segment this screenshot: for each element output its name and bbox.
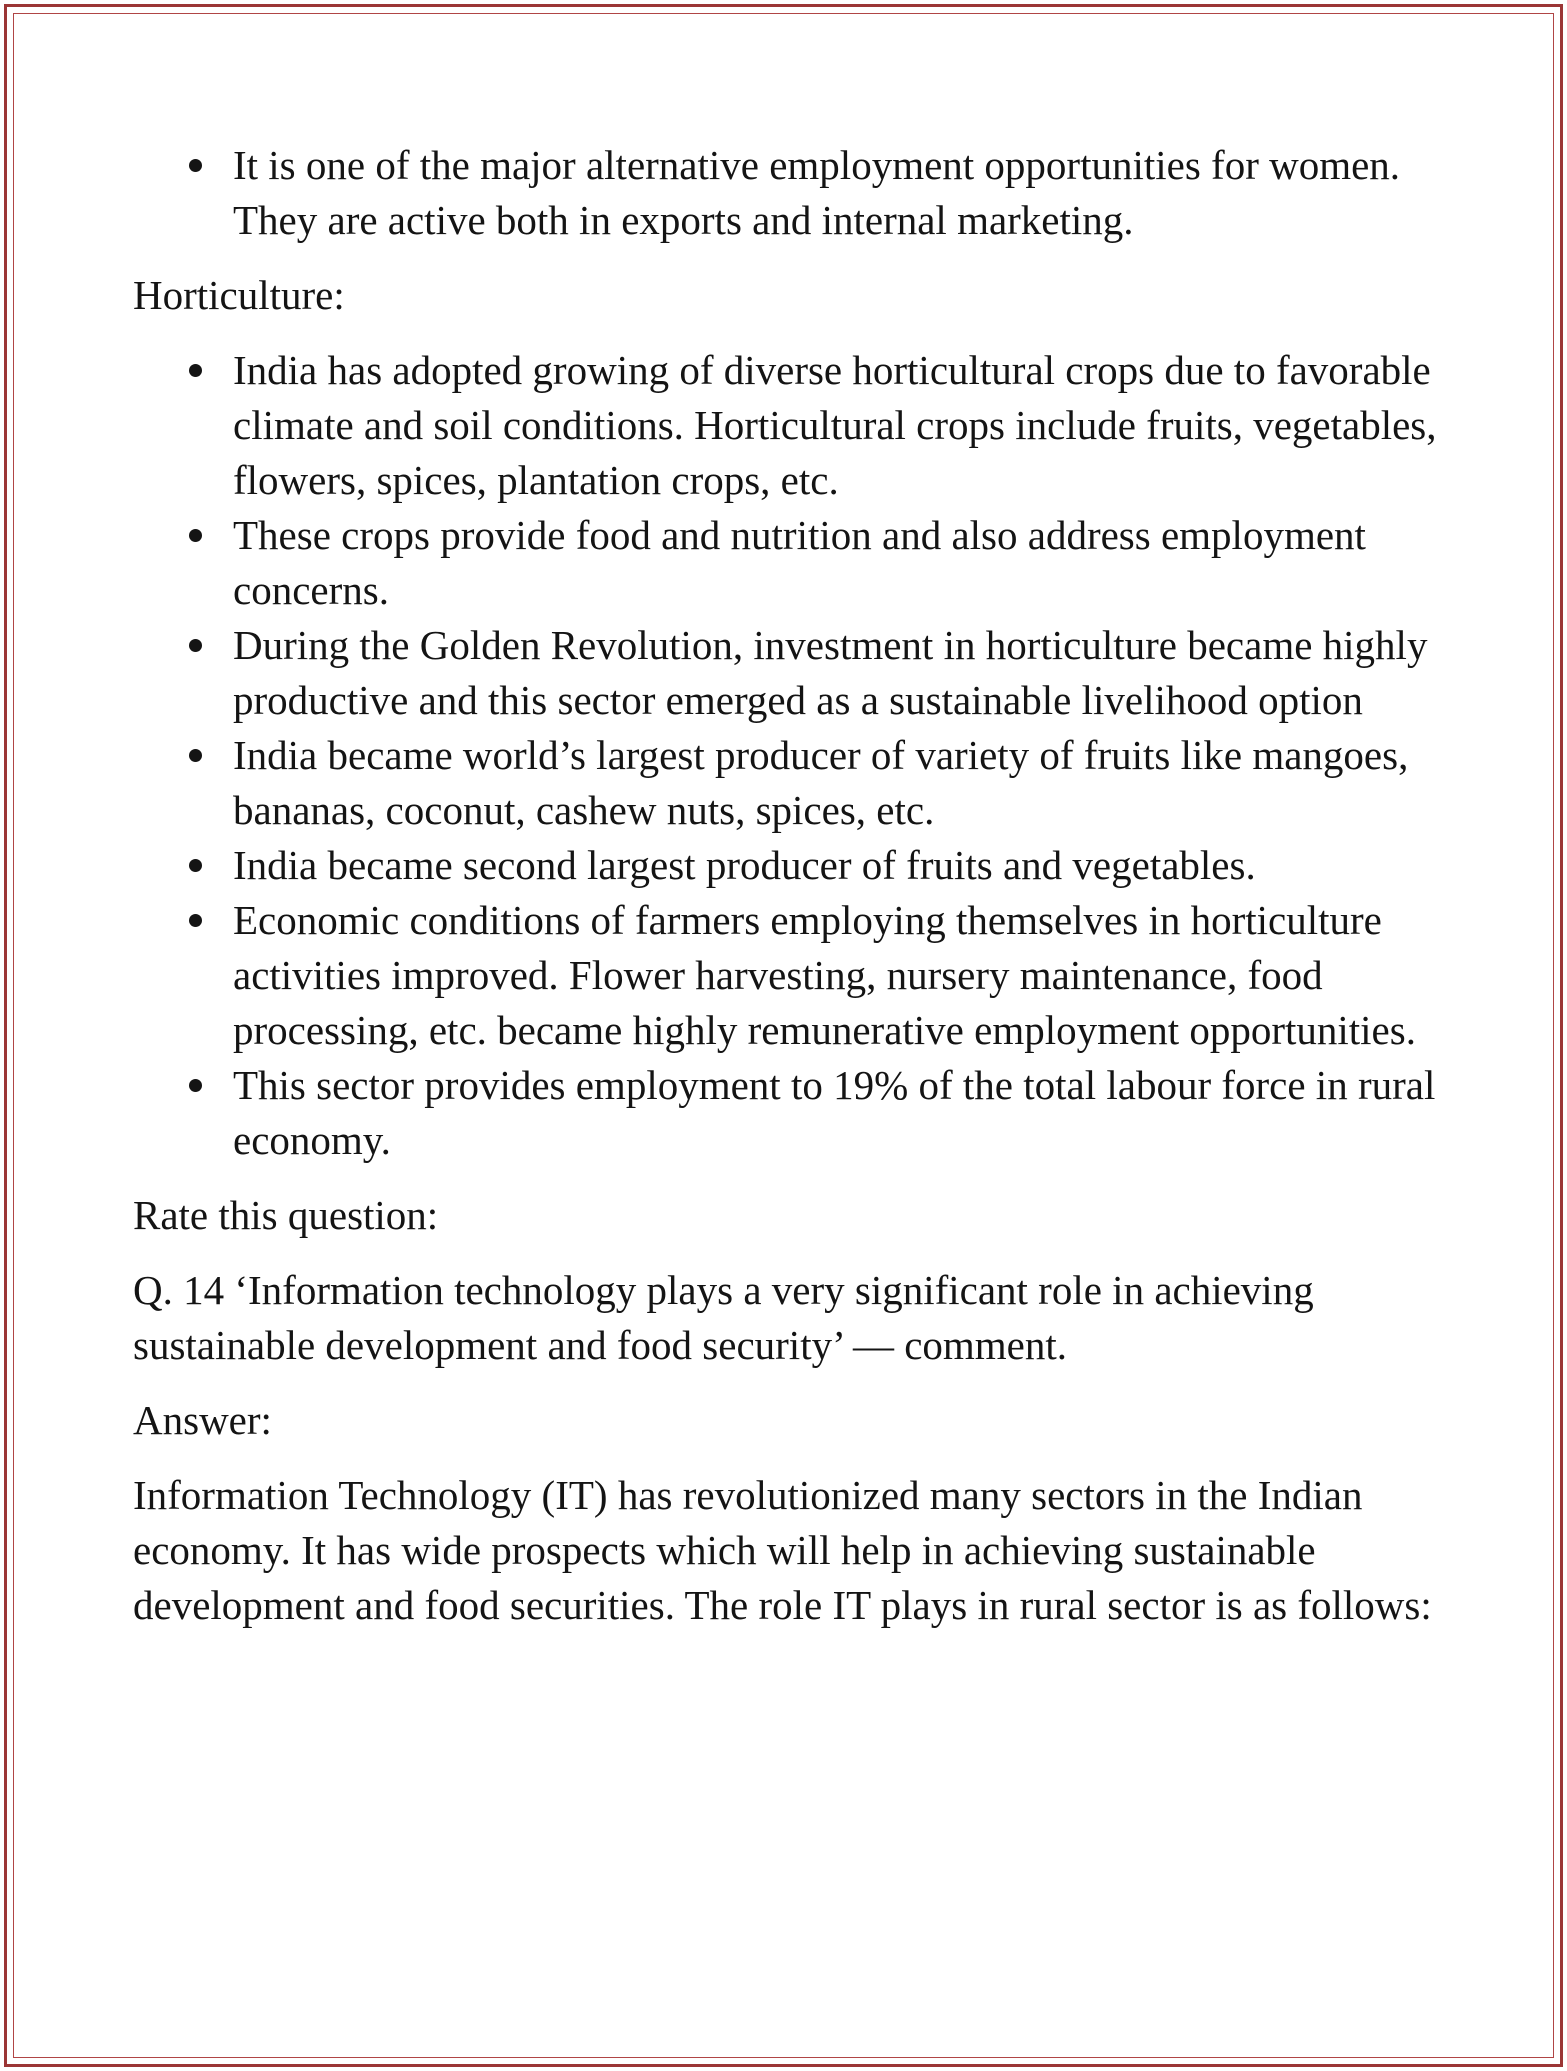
page-content (133, 138, 1443, 1633)
rate-question-label[interactable]: Rate this question: (133, 1192, 439, 1238)
list-item (133, 618, 1443, 728)
section-heading-horticulture: Horticulture: (133, 272, 345, 318)
list-item-text: This sector provides employment to 19% of the total labour force in rural economy. (233, 1062, 1436, 1163)
answer-paragraph: Information Technology (IT) has revolutionized many sectors in the Indian economy. It has wide prospects which will help in achieving sustainable development and food securities. The role IT plays in rural sector is as follows: (133, 1472, 1432, 1628)
list-item (133, 138, 1443, 248)
bullet-icon (189, 159, 202, 172)
list-item (133, 343, 1443, 508)
list-item-text: India has adopted growing of diverse horticultural crops due to favorable climate and soil conditions. Horticultural crops include fruits, vegetables, flowers, spices, plantation crops, etc. (233, 347, 1437, 503)
list-item-text: Economic conditions of farmers employing themselves in horticulture activities improved. Flower harvesting, nursery maintenance, food processing, etc. became highly remunerative employment opportunities. (233, 897, 1416, 1053)
list-item (133, 893, 1443, 1058)
intro-bullet-list (133, 138, 1443, 248)
list-item-text: India became world’s largest producer of variety of fruits like mangoes, bananas, coconut, cashew nuts, spices, etc. (233, 732, 1409, 833)
bullet-icon (189, 1079, 202, 1092)
bullet-icon (189, 914, 202, 927)
list-item (133, 1058, 1443, 1168)
horticulture-bullet-list (133, 343, 1443, 1168)
bullet-icon (189, 749, 202, 762)
list-item (133, 728, 1443, 838)
list-item-text: India became second largest producer of fruits and vegetables. (233, 842, 1256, 888)
list-item-text: During the Golden Revolution, investment in horticulture became highly productive and this sector emerged as a sustainable livelihood option (233, 622, 1428, 723)
bullet-icon (189, 529, 202, 542)
bullet-icon (189, 639, 202, 652)
answer-label: Answer: (133, 1397, 272, 1443)
list-item (133, 508, 1443, 618)
list-item-text: It is one of the major alternative employment opportunities for women. They are active both in exports and internal marketing. (233, 142, 1401, 243)
list-item-text: These crops provide food and nutrition and also address employment concerns. (233, 512, 1366, 613)
list-item (133, 838, 1443, 893)
bullet-icon (189, 364, 202, 377)
question-text: Q. 14 ‘Information technology plays a very significant role in achieving sustainable development and food security’ — comment. (133, 1267, 1314, 1368)
bullet-icon (189, 859, 202, 872)
